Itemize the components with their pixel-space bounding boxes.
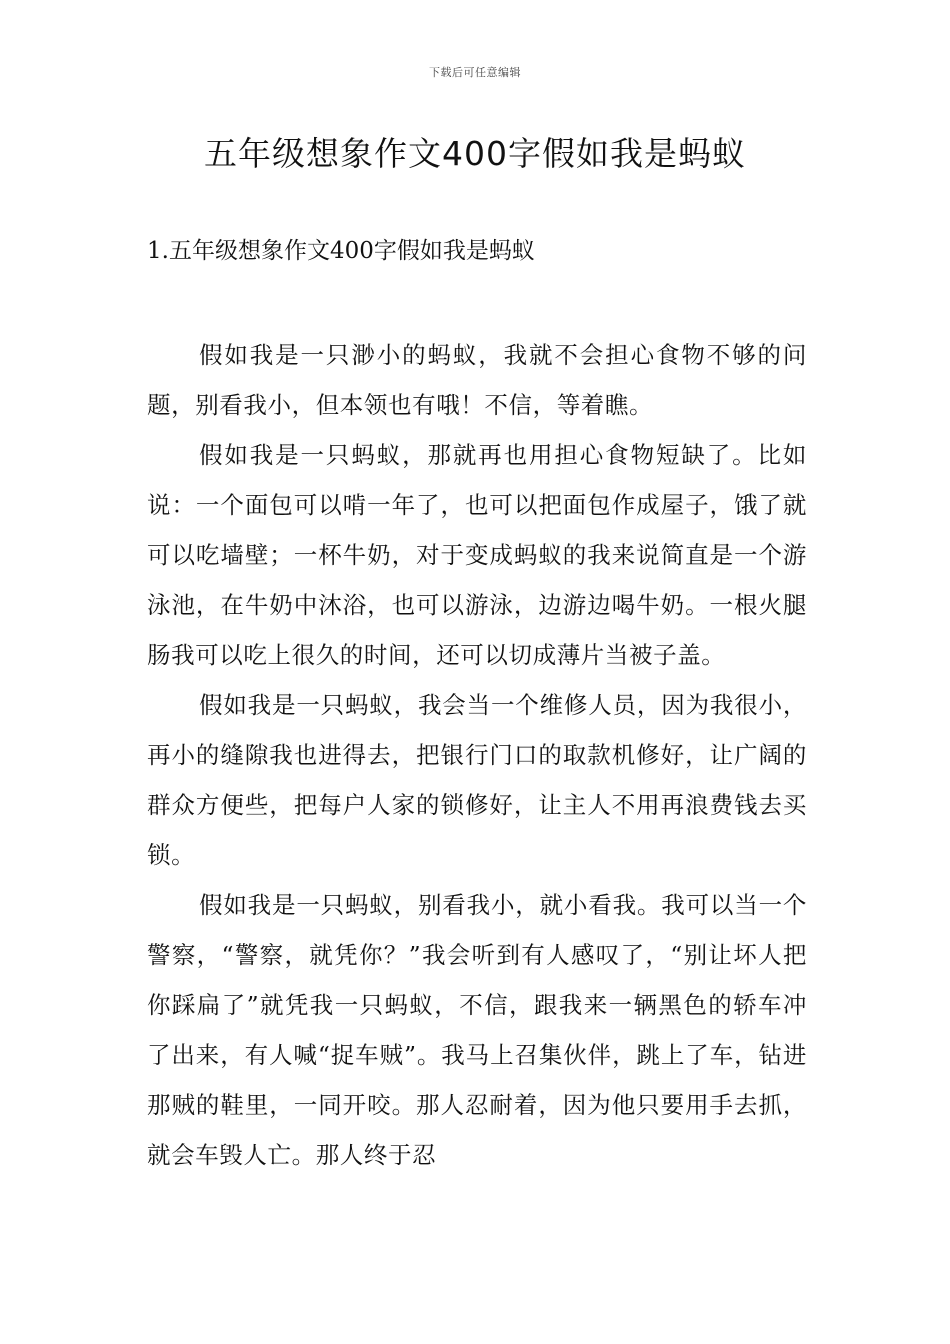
article-body — [147, 330, 807, 1180]
paragraph: 假如我是一只蚂蚁，别看我小，就小看我。我可以当一个警察，“警察，就凭你？”我会听到有人感叹了，“别让坏人把你踩扁了”就凭我一只蚂蚁，不信，跟我来一辆黑色的轿车冲了出来，有人喊“捉车贼”。我马上召集伙伴，跳上了车，钻进那贼的鞋里，一同开咬。那人忍耐着，因为他只要用手去抓，就会车毁人亡。那人终于忍 — [147, 891, 807, 1169]
paragraph: 假如我是一只蚂蚁，那就再也用担心食物短缺了。比如说：一个面包可以啃一年了，也可以把面包作成屋子，饿了就可以吃墙壁；一杯牛奶，对于变成蚂蚁的我来说简直是一个游泳池，在牛奶中沐浴，也可以游泳，边游边喝牛奶。一根火腿肠我可以吃上很久的时间，还可以切成薄片当被子盖。 — [147, 441, 807, 669]
paragraph: 假如我是一只蚂蚁，我会当一个维修人员，因为我很小，再小的缝隙我也进得去，把银行门口的取款机修好，让广阔的群众方便些，把每户人家的锁修好，让主人不用再浪费钱去买锁。 — [147, 691, 807, 869]
paragraph: 假如我是一只渺小的蚂蚁，我就不会担心食物不够的问题，别看我小，但本领也有哦！不信，等着瞧。 — [147, 341, 807, 419]
document-title: 五年级想象作文400字假如我是蚂蚁 — [204, 134, 746, 173]
section-heading: 1.五年级想象作文400字假如我是蚂蚁 — [147, 238, 535, 264]
header-note: 下载后可任意编辑 — [429, 66, 521, 79]
